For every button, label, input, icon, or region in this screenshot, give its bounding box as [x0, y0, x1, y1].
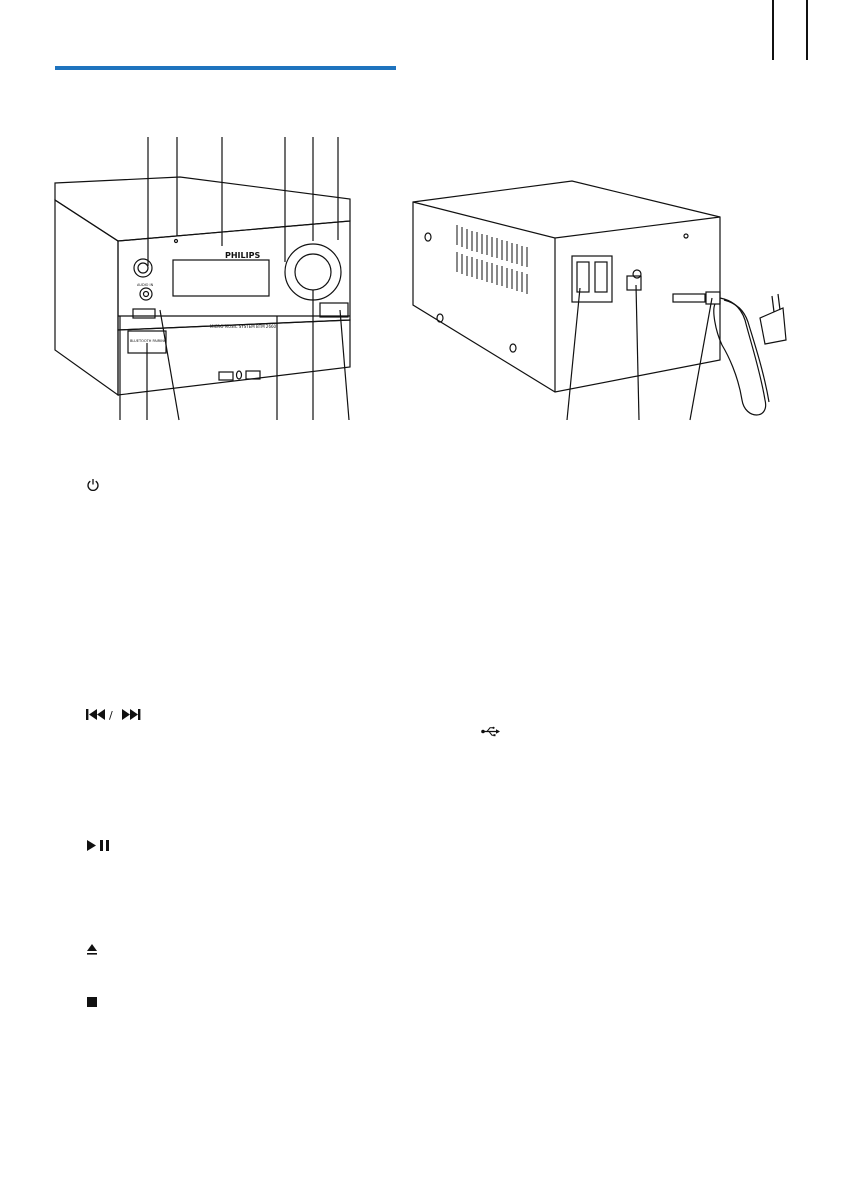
power-icon [86, 478, 100, 492]
audio-in-label: AUDIO IN [137, 283, 154, 287]
eject-icon [86, 943, 98, 956]
front-brand-label: PHILIPS [225, 251, 261, 260]
prev-next-icon [86, 708, 148, 721]
bt-pairing-label: BLUETOOTH PAIRING [130, 339, 167, 343]
stop-icon [86, 996, 98, 1008]
svg-text:/: / [109, 709, 113, 721]
front-view [55, 137, 350, 420]
play-pause-icon [86, 839, 116, 852]
back-view [413, 181, 786, 420]
usb-icon [481, 726, 501, 737]
model-strip-label: MICRO MUSIC SYSTEM BTM 2660 [210, 324, 277, 329]
